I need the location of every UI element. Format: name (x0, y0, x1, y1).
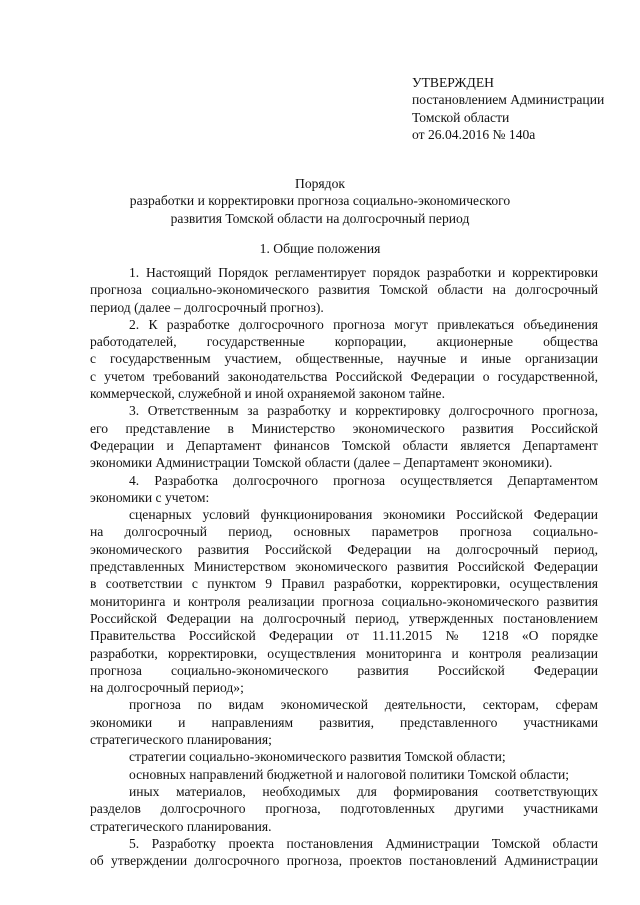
body-line: Федерации и Департамент финансов Томской области является Департамент (90, 437, 598, 453)
document-title (0, 175, 640, 227)
body-line: иных материалов, необходимых для формирования соответствующих (129, 783, 598, 799)
body-line: Правительства Российской Федерации от 11.11.2015 № 1218 «О порядке (90, 628, 598, 644)
body-line: 3. Ответственным за разработку и корректировку долгосрочного прогноза, (129, 403, 598, 419)
body-line: стратегии социально-экономического развития Томской области; (129, 749, 506, 765)
body-line: представленных Министерством экономического развития Российской Федерации (90, 559, 598, 575)
body-line: прогноза социально-экономического развития Российской Федерации (90, 662, 598, 678)
approval-line: Томской области (412, 109, 510, 125)
body-line: об утверждении долгосрочного прогноза, проектов постановлений Администрации (90, 853, 598, 869)
body-line: экономики с учетом: (90, 489, 210, 505)
title-line: Порядок (295, 176, 345, 191)
body-line: мониторинга и контроля реализации прогноза социально-экономического развития (90, 593, 598, 609)
title-line: развития Томской области на долгосрочный период (170, 210, 470, 226)
body-line: разработки, корректировки, осуществления мониторинга и контроля реализации (90, 645, 598, 661)
body-line: 1. Настоящий Порядок регламентирует порядок разработки и корректировки (129, 265, 598, 280)
approval-line: постановлением Администрации (412, 92, 605, 108)
approval-date: от 26.04.2016 № 140а (412, 126, 536, 142)
body-line: основных направлений бюджетной и налоговой политики Томской области; (129, 766, 570, 782)
section-heading: 1. Общие положения (259, 241, 381, 256)
body-line: работодателей, государственные корпорации, акционерные общества (90, 334, 598, 350)
body-line: на долгосрочный период, основных параметров прогноза социально- (90, 524, 598, 540)
body-line: сценарных условий функционирования экономики Российской Федерации (129, 507, 598, 523)
body-line: с государственным участием, общественные, научные и иные организации (90, 351, 598, 367)
title-line: разработки и корректировки прогноза социально-экономического (129, 193, 511, 209)
body-line: 4. Разработка долгосрочного прогноза осуществляется Департаментом (129, 472, 598, 488)
body-line: экономики и направлениям развития, представленного участниками (90, 714, 598, 730)
body-line: экономического развития Российской Федерации на долгосрочный период, (90, 541, 598, 557)
body-line: его представление в Министерство экономического развития Российской (90, 420, 598, 436)
body-line: с учетом требований законодательства Российской Федерации о государственной, (90, 368, 598, 384)
document-body (90, 264, 598, 869)
body-line: 5. Разработку проекта постановления Администрации Томской области (129, 835, 598, 851)
approval-stamp (412, 74, 632, 143)
body-line: в соответствии с пунктом 9 Правил разработки, корректировки, осуществления (90, 576, 598, 592)
body-line: прогноза социально-экономического развития Томской области на долгосрочный (90, 282, 598, 298)
body-line: на долгосрочный период»; (90, 680, 244, 696)
body-line: разделов долгосрочного прогноза, подготовленных другими участниками (90, 801, 598, 817)
body-line: период (далее – долгосрочный прогноз). (90, 299, 324, 315)
approval-heading: УТВЕРЖДЕН (412, 75, 494, 90)
body-line: стратегического планирования; (90, 732, 272, 748)
body-line: стратегического планирования. (90, 818, 272, 834)
body-line: экономики Администрации Томской области (далее – Департамент экономики). (90, 455, 553, 471)
body-line: 2. К разработке долгосрочного прогноза могут привлекаться объединения (129, 316, 598, 332)
body-line: коммерческой, служебной и иной охраняемой законом тайне. (90, 386, 445, 402)
body-line: Российской Федерации на долгосрочный период, утвержденных постановлением (90, 610, 598, 626)
body-line: прогноза по видам экономической деятельности, секторам, сферам (129, 697, 598, 713)
